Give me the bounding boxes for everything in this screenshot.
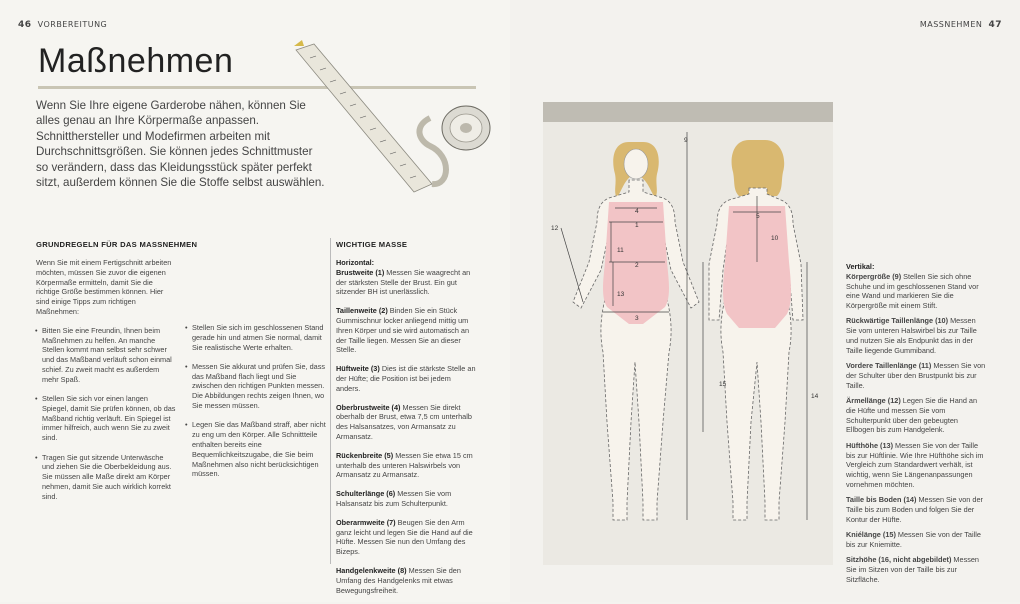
svg-text:12: 12 — [551, 225, 559, 232]
left-folio — [18, 20, 107, 30]
svg-text:3: 3 — [635, 315, 639, 322]
rule-bullet: • Legen Sie das Maßband straff, aber nicht zu eng um den Körper. Alle Schnittteile enthalten bereits eine Bequemlichkeitszugabe, die Sie beim Maßnehmen also nicht berücksichtigen müssen. — [186, 420, 326, 479]
right-folio — [920, 20, 1002, 30]
measures-heading: WICHTIGE MASSE — [336, 240, 408, 249]
rule-bullet: • Tragen Sie gut sitzende Unterwäsche und ziehen Sie die Oberbekleidung aus. Sie müssen alle Maße direkt am Körper nehmen, damit Sie auch wirklich korrekt sind. — [36, 453, 176, 502]
rules-bullets-2 — [186, 323, 326, 479]
back-figure — [709, 140, 803, 520]
figure-panel — [543, 102, 833, 565]
vertical-entry: Hüfthöhe (13) Messen Sie von der Taille bis zur Hüftlinie. Wie Ihre Hüfthöhe sich im Vergleich zum Standardwert verhält, ist wichtig, wenn Sie Längenanpassungen vornehmen möchten. — [846, 440, 984, 489]
rule-bullet: • Stellen Sie sich vor einen langen Spiegel, damit Sie prüfen können, ob das Maßband richtig verläuft. Ein Spiegel ist immer hilfreich, auch wenn Sie zu zweit sind. — [36, 394, 176, 443]
front-figure — [573, 142, 699, 520]
page-title: Maßnehmen — [38, 42, 234, 80]
rule-bullet: • Messen Sie akkurat und prüfen Sie, dass das Maßband flach liegt und Sie zwischen den richtigen Punkten messen. Die Abbildungen rechts zeigen Ihnen, wo Sie messen müssen. — [186, 362, 326, 411]
measure-entry: Taillenweite (2) Binden Sie ein Stück Gummischnur locker anliegend mittig um Ihren Körper und sie wird automatisch an der Taille liegen. Messen Sie an dieser Stelle. — [336, 306, 470, 355]
rules-lead: Wenn Sie mit einem Fertigschnitt arbeiten möchten, müssen Sie zuvor die eigenen Körpermaße ermitteln, damit Sie die richtige Größe bestimmen können. Hier sind einige Tipps zum richtigen Maßnehmen: — [36, 258, 172, 316]
svg-text:2: 2 — [635, 262, 639, 269]
vertical-entry: Körpergröße (9) Stellen Sie sich ohne Schuhe und im geschlossenen Stand vor eine Wand und markieren Sie die Körpergröße mit einem Stift. — [846, 271, 979, 311]
measure-entry: Brustweite (1) Messen Sie waagrecht an der stärksten Stelle der Brust. Ein gut sitzender BH ist unerlässlich. — [336, 267, 471, 297]
svg-text:14: 14 — [811, 393, 819, 400]
running-head-right: MASSNEHMEN — [919, 20, 983, 29]
rules-heading: GRUNDREGELN FÜR DAS MASSNEHMEN — [36, 240, 198, 249]
measure-entry: Handgelenkweite (8) Messen Sie den Umfang des Handgelenks mit etwas Bewegungsfreiheit. — [336, 565, 461, 595]
vertical-entry: Sitzhöhe (16, nicht abgebildet) Messen Sie im Sitzen von der Taille bis zur Sitzfläche. — [846, 555, 979, 584]
svg-text:15: 15 — [719, 381, 727, 388]
rules-col-2 — [186, 323, 326, 489]
horizontal-subheading: Horizontal: — [336, 258, 375, 267]
vertical-entry: Kniélänge (15) Messen Sie von der Taille bis zur Kniemitte. — [846, 530, 981, 549]
page-number-left: 46 — [18, 20, 32, 30]
vertical-entry: Taille bis Boden (14) Messen Sie von der Taille bis zum Boden und folgen Sie der Kontur der Hüfte. — [846, 495, 983, 524]
rule-bullet: • Stellen Sie sich im geschlossenen Stand gerade hin und atmen Sie normal, damit Sie realistische Werte erhalten. — [186, 323, 326, 352]
running-head-left: VORBEREITUNG — [37, 20, 108, 29]
svg-text:13: 13 — [617, 291, 625, 298]
rules-bullets-1 — [36, 326, 176, 502]
vertical-entry: Rückwärtige Taillenlänge (10) Messen Sie vom unteren Halswirbel bis zur Taille und nutzen Sie als Endpunkt das in der Taille liegende Gummiband. — [846, 316, 977, 355]
svg-text:4: 4 — [635, 208, 639, 215]
svg-text:5: 5 — [756, 213, 760, 220]
measure-entry: Oberarmweite (7) Beugen Sie den Arm ganz leicht und legen Sie die Hand auf die Hüfte. Messen Sie nun den Umfang des Bizeps. — [336, 517, 473, 557]
body-figures — [543, 102, 833, 565]
measure-entry: Oberbrustweite (4) Messen Sie direkt oberhalb der Brust, etwa 7,5 cm unterhalb des Halsansatzes, von Armansatz zu Armansatz. — [336, 402, 472, 441]
svg-text:10: 10 — [771, 235, 779, 242]
tape-measure-roll — [442, 106, 490, 150]
vertical-entry: Vordere Taillenlänge (11) Messen Sie von der Schulter über den Brustpunkt bis zur Taille. — [846, 361, 986, 390]
intro-paragraph: Wenn Sie Ihre eigene Garderobe nähen, können Sie alles genau an Ihre Körpermaße anpassen. Schnitthersteller und Modefirmen arbeiten mit Durchschnittsgrößen. Sie können jedes Schnittmuster so verändern, dass das Kleidungsstück später perfekt sitzt, außerdem können Sie die Stoffe selbst auswählen. — [36, 99, 325, 190]
measure-entry: Schulterlänge (6) Messen Sie vom Halsansatz bis zum Schulterpunkt. — [336, 489, 452, 508]
left-page — [0, 0, 510, 602]
vertical-subheading: Vertikal: — [846, 262, 875, 271]
rules-col-1 — [36, 258, 176, 511]
measure-entry: Hüftweite (3) Dies ist die stärkste Stelle an der Hüfte; die Position ist bei jedem anders. — [336, 364, 476, 393]
vertical-measures-column — [846, 262, 986, 590]
section-divider — [330, 238, 331, 564]
page-number-right: 47 — [988, 20, 1002, 30]
svg-text:9: 9 — [684, 137, 688, 144]
vertical-entry: Ärmellänge (12) Legen Sie die Hand an die Hüfte und messen Sie vom Schulterpunkt über den gebeugten Ellbogen bis zum Handgelenk. — [846, 396, 978, 435]
svg-text:11: 11 — [617, 247, 624, 254]
measure-entry: Rückenbreite (5) Messen Sie etwa 15 cm unterhalb des unteren Halswirbels von Armansatz zu Armansatz. — [336, 450, 473, 480]
svg-text:1: 1 — [635, 222, 639, 229]
measures-column — [336, 258, 476, 604]
rule-bullet: • Bitten Sie eine Freundin, Ihnen beim Maßnehmen zu helfen. An manche Stellen kommt man selbst sehr schwer und das Maßband verläuft schon einmal schief. Zu zweit macht es außerdem mehr Spaß. — [36, 326, 176, 385]
